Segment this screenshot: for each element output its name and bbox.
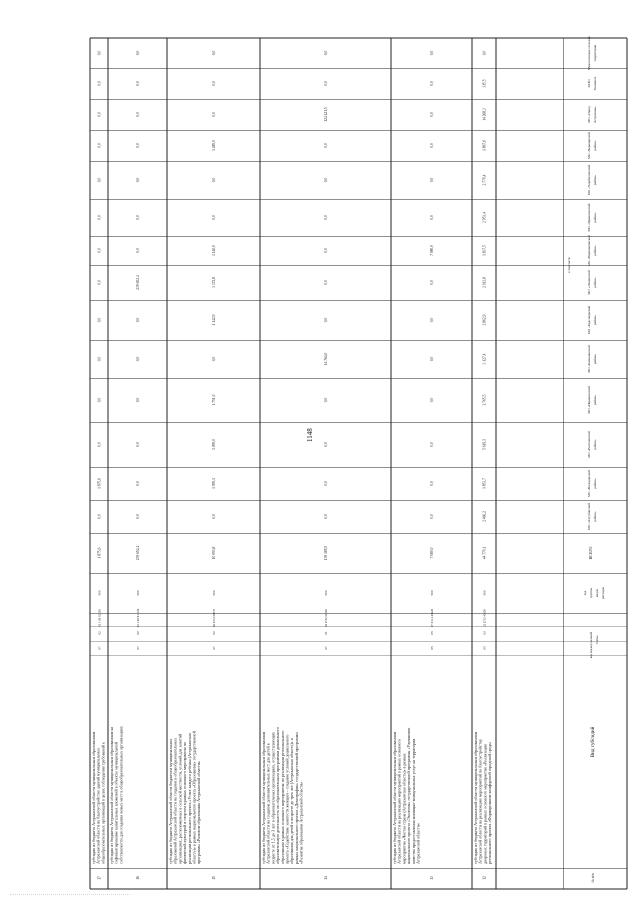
cell-value: 124 421,5 xyxy=(324,107,328,122)
cell-razdel: 05 xyxy=(482,646,487,650)
cell-celevaya: 02 Z E2 50970 xyxy=(212,609,216,627)
cell-value: 0,0 xyxy=(430,481,434,486)
cell-name-line: образовательную деятельность по образовательным программам дошкольного xyxy=(275,727,281,864)
cell-value: 1 095,0 xyxy=(212,439,216,450)
cell-value: 3 372,8 xyxy=(212,277,216,288)
cell-num: 16 xyxy=(136,876,140,880)
cell-value: 0,0 xyxy=(136,81,140,86)
cell-value: 0,0 xyxy=(482,50,487,56)
cell-value: 0,0 xyxy=(136,112,140,117)
cell-value: 0,0 xyxy=(430,442,434,447)
header-mo-1: МО «Володарский xyxy=(587,470,591,497)
cell-razdel: 05 xyxy=(430,646,434,650)
cell-value: 1 751,0 xyxy=(212,394,216,406)
cell-value: 0,0 xyxy=(97,280,102,285)
cell-value: 0,0 xyxy=(430,215,434,220)
cell-value: 1 142,9 xyxy=(212,314,216,326)
cell-value: 0,0 xyxy=(97,215,102,220)
cell-value: 14 764,0 xyxy=(324,352,328,366)
cell-num: 17 xyxy=(97,876,102,880)
header-mo-9: МО «Харабалинский xyxy=(587,164,591,196)
cell-name-line: национального проекта «Экология» государственной программы «Улучшение xyxy=(406,727,412,864)
cell-name-line: Астраханской области на реализацию мероприятий в рамках основного xyxy=(396,738,402,864)
cell-value: 0,0 xyxy=(324,143,328,148)
cell-value: 0,0 xyxy=(212,215,216,220)
header-mo-4: МО «Камызякский xyxy=(587,345,591,373)
cell-value: 0,0 xyxy=(430,397,434,403)
cell-value: 0,0 xyxy=(324,50,328,56)
cell-celevaya: 02 Z P2 52320 xyxy=(324,609,328,627)
cell-value: 0,0 xyxy=(430,177,434,183)
cell-value: 0,0 xyxy=(97,514,102,519)
header-num: № п/п xyxy=(591,873,595,883)
header-total: ВСЕГО xyxy=(588,546,593,560)
cell-value: 0,0 xyxy=(136,248,140,253)
header-vid-b: группы xyxy=(589,587,593,599)
cell-value: 2 779,4 xyxy=(482,174,487,186)
cell-value: 0,0 xyxy=(136,442,140,447)
cell-name-line: дворовых территорий в рамках основного мероприятия «Реализация xyxy=(482,744,488,864)
cell-name-line: образования для детей в возрасте до трех лет (Астраханская область)» в xyxy=(289,738,295,864)
cell-value: 0,0 xyxy=(136,50,140,56)
cell-total: 44 770,1 xyxy=(482,546,487,560)
cell-value: 0,0 xyxy=(324,514,328,519)
header-pod: код под- xyxy=(589,647,593,659)
cell-value: 0,0 xyxy=(97,50,102,56)
cell-value: 0,0 xyxy=(136,356,140,362)
cell-name-line: субсидия из бюджета Астраханской области муниципальным образованиям на xyxy=(109,726,114,864)
cell-name-line: регионального проекта «Формирование комфортной городской среды xyxy=(487,742,493,864)
cell-vid: 500 xyxy=(97,590,102,596)
cell-value: 3 127,4 xyxy=(482,353,487,365)
cell-value: 7 080,0 xyxy=(430,245,434,256)
cell-podrazdel: 02 xyxy=(136,631,140,635)
cell-value: 0,0 xyxy=(324,248,328,253)
cell-name-line: субсидия из бюджета Астраханской области муниципальным образованиям xyxy=(473,731,478,864)
cell-total: 7 080,0 xyxy=(430,547,434,559)
cell-num: 12 xyxy=(482,876,487,880)
cell-name-line: Астраханской области» xyxy=(415,823,421,864)
header-mo-11: МО «Город xyxy=(587,106,591,123)
cell-value: 0,0 xyxy=(97,397,102,403)
cell-value: 2 765,5 xyxy=(482,394,487,406)
cell-name-line: субсидия из бюджета Астраханской области муниципальным образованиям xyxy=(392,731,397,864)
header-mo-6-b: район» xyxy=(593,277,597,288)
header-mo-10-b: район» xyxy=(593,140,597,151)
cell-value: 0,0 xyxy=(97,442,102,447)
cell-value: 0,0 xyxy=(97,143,102,148)
cell-value: 0,0 xyxy=(97,248,102,253)
cell-name-line: организациях, расположенных в сельской местности, условий для занятий xyxy=(177,733,183,864)
cell-value: 0,0 xyxy=(430,50,434,56)
cell-value: 0,0 xyxy=(136,143,140,148)
cell-value: 0,0 xyxy=(430,356,434,362)
cell-celevaya: 32 Z F2 45550 xyxy=(482,609,487,627)
header-mo-group: в том числе xyxy=(567,257,571,273)
cell-vid: 500 xyxy=(324,590,328,596)
cell-value: 0,0 xyxy=(324,317,328,323)
cell-value: 1 837,5 xyxy=(482,245,487,256)
cell-value: 0,0 xyxy=(136,215,140,220)
header-mo-9-b: район» xyxy=(593,174,597,186)
cell-total: 139 185,5 xyxy=(324,545,328,561)
header-mo-7: МО «Наримановский xyxy=(587,235,591,266)
cell-value: 14 268,3 xyxy=(482,108,487,121)
cell-value: 1 140,0 xyxy=(212,245,216,256)
cell-name-line: субсидия из бюджета Астраханской области муниципальным образованиям xyxy=(261,731,266,864)
header-cel-a: код целевой xyxy=(589,631,593,649)
header-vid-c: видов xyxy=(595,589,599,597)
cell-value: 0,0 xyxy=(324,177,328,183)
header-mo-11-b: Астрахань» xyxy=(593,106,597,123)
cell-value: 1 867,6 xyxy=(482,140,487,151)
cell-value: 0,0 xyxy=(430,317,434,323)
cell-value: 0,0 xyxy=(324,442,328,447)
cell-value: 0,0 xyxy=(212,356,216,362)
header-mo-12: ЗАТО xyxy=(587,79,591,88)
cell-name-line: рамках национального проекта «Демография» государственной программы xyxy=(293,732,299,864)
cell-vid: 500 xyxy=(212,590,216,596)
header-mo-12-b: Знаменск xyxy=(593,76,597,91)
cell-value: 0,0 xyxy=(430,514,434,519)
header-mo-5: МО «Красноярский xyxy=(587,305,591,335)
cell-value: 1 875,6 xyxy=(97,478,102,489)
cell-value: 0,0 xyxy=(324,81,328,86)
cell-name-line: мероприятия «Чистая страна (Астраханская область)» в рамках xyxy=(401,753,407,864)
cell-name-line: Астраханской области на создание дополнительных мест для детей в xyxy=(265,743,271,864)
header-mo-0: МО «Ахтубинский xyxy=(587,502,591,531)
cell-value: 0,0 xyxy=(212,112,216,117)
cell-value: 0,0 xyxy=(97,112,102,117)
cell-value: 0,0 xyxy=(212,514,216,519)
cell-razdel: 07 xyxy=(136,646,140,650)
cell-name-line: собственности для создания новых мест в общеобразовательных организациях xyxy=(118,726,124,864)
cell-podrazdel: 03 xyxy=(482,631,487,635)
cell-value: 5 619,1 xyxy=(482,439,487,450)
header-mo-5-b: район» xyxy=(593,314,597,326)
cell-num: 13 xyxy=(430,876,434,880)
cell-value: 0,0 xyxy=(430,81,434,86)
cell-vid: 500 xyxy=(482,590,487,596)
cell-value: 0,0 xyxy=(430,280,434,285)
cell-vid: 500 xyxy=(430,590,434,596)
header-mo-3: МО «Икрянинский xyxy=(587,386,591,414)
header-mo-1-b: район» xyxy=(593,478,597,489)
cell-value: 0,0 xyxy=(430,112,434,117)
cell-razdel: 07 xyxy=(324,646,328,650)
cell-celevaya: 02 1 00 S2250 xyxy=(97,609,102,627)
cell-value: 0,0 xyxy=(136,397,140,403)
cell-num: 15 xyxy=(212,876,216,880)
header-mo-13: Межселенные сельские xyxy=(587,35,591,71)
cell-name-line: субсидия из бюджета Астраханской области муниципальным образованиям xyxy=(91,731,96,864)
cell-value: 1 853,7 xyxy=(482,478,487,489)
cell-name-line: программы «Развитие образования Астраханской области» xyxy=(196,760,202,864)
header-mo-7-b: район» xyxy=(593,245,597,256)
cell-value: 2 013,8 xyxy=(482,277,487,288)
header-mo-6: МО «Лиманский xyxy=(587,270,591,295)
cell-razdel: 07 xyxy=(97,646,102,650)
header-cel-b: статьи xyxy=(595,635,599,645)
header-mo-2-b: район» xyxy=(593,439,597,450)
cell-value: 1 095,1 xyxy=(212,478,216,489)
cell-value: 0,0 xyxy=(324,280,328,285)
cell-value: 0,0 xyxy=(97,177,102,183)
header-mo-13-b: территории xyxy=(593,44,597,62)
cell-podrazdel: 02 xyxy=(212,631,216,635)
header-mo-3-b: район» xyxy=(593,394,597,406)
header-mo-8-b: район» xyxy=(593,212,597,223)
header-name: Вид субсидий xyxy=(590,726,596,758)
cell-name-line: общеобразовательных организаций в целях соблюдения требований к xyxy=(100,742,106,864)
cell-value: 2 466,2 xyxy=(482,511,487,522)
cell-total: 10 093,8 xyxy=(212,546,216,560)
cell-value: 2 953,4 xyxy=(482,212,487,223)
cell-podrazdel: 05 xyxy=(430,631,434,635)
cell-value: 0,0 xyxy=(324,481,328,486)
cell-value: 0,0 xyxy=(136,481,140,486)
cell-name-line: Астраханской области на благоустройство зданий муниципальных xyxy=(95,747,101,864)
cell-value: 0,0 xyxy=(430,143,434,148)
cell-name-line: реализации регионального проекта «Успех каждого ребенка (Астраханская xyxy=(186,733,192,864)
cell-value: 239 652,4 xyxy=(136,275,140,290)
header-mo-8: МО «Приволжский xyxy=(587,203,591,232)
cell-value: 0,0 xyxy=(97,356,102,362)
cell-name-line: Астраханской области на реализацию мероприятий по благоустройству xyxy=(477,739,483,864)
cell-value: 0,0 xyxy=(212,81,216,86)
cell-name-line: «Развитие образования Астраханской области» xyxy=(298,781,304,864)
cell-value: 2 862,9 xyxy=(482,314,487,326)
cell-value: 1 485,0 xyxy=(212,140,216,151)
cell-value: 0,0 xyxy=(324,397,328,403)
cell-value: 0,0 xyxy=(212,50,216,56)
cell-value: 0,0 xyxy=(97,317,102,323)
cell-name-line: физической культурой и спортом в рамках основного мероприятия по xyxy=(182,742,188,864)
cell-celevaya: 02 1 00 R1 120 xyxy=(136,608,140,628)
header-mo-4-b: район» xyxy=(593,353,597,365)
header-mo-2: МО «Енотаевский xyxy=(587,431,591,458)
cell-value: 0,0 xyxy=(136,317,140,323)
cell-value: 0,0 xyxy=(136,514,140,519)
cell-value: 0,0 xyxy=(212,177,216,183)
cell-name-line: субсидия из бюджета Астраханской области бюджетам муниципальных xyxy=(168,738,173,864)
cell-value: 0,0 xyxy=(324,215,328,220)
cell-value: 0,0 xyxy=(97,81,102,86)
cell-total: 239 652,4 xyxy=(136,545,140,561)
header-vid-d: расходов xyxy=(601,586,605,600)
cell-name-line: область)» в рамках национального проекта «Образование» государственной xyxy=(191,731,197,864)
scan-artifact xyxy=(10,894,130,901)
cell-value: 0,0 xyxy=(136,177,140,183)
cell-podrazdel: 02 xyxy=(97,631,102,635)
cell-value: 315,5 xyxy=(482,79,487,88)
header-mo-10: МО «Черноярский xyxy=(587,132,591,159)
cell-vid: 500 xyxy=(136,590,140,596)
cell-name-line: образования в рамках основного мероприятия по реализации регионального xyxy=(279,730,285,864)
cell-name-line: образований Астраханской области на создание в общеобразовательных xyxy=(172,737,178,864)
cell-name-line: возрасте от 1,5 до 3 лет в образовательных организациях, осуществляющих xyxy=(270,731,276,864)
cell-num: 14 xyxy=(324,876,328,880)
cell-name-line: проекта «Содействие занятости женщин – создание условий дошкольного xyxy=(284,734,290,864)
cell-total: 1 875,6 xyxy=(97,547,102,559)
cell-celevaya: 07 Z G1 45220 xyxy=(430,608,434,628)
header-mo-0-b: район» xyxy=(593,511,597,522)
page-number: 1148 xyxy=(306,428,314,442)
cell-name-line: софинансирование капитальных вложений в объекты муниципальной xyxy=(113,742,119,864)
cell-razdel: 07 xyxy=(212,646,216,650)
cell-name-line: качества предоставления жилищно-коммунальных услуг на территории xyxy=(410,738,416,864)
cell-podrazdel: 01 xyxy=(324,631,328,635)
header-vid-a: код xyxy=(583,590,587,596)
